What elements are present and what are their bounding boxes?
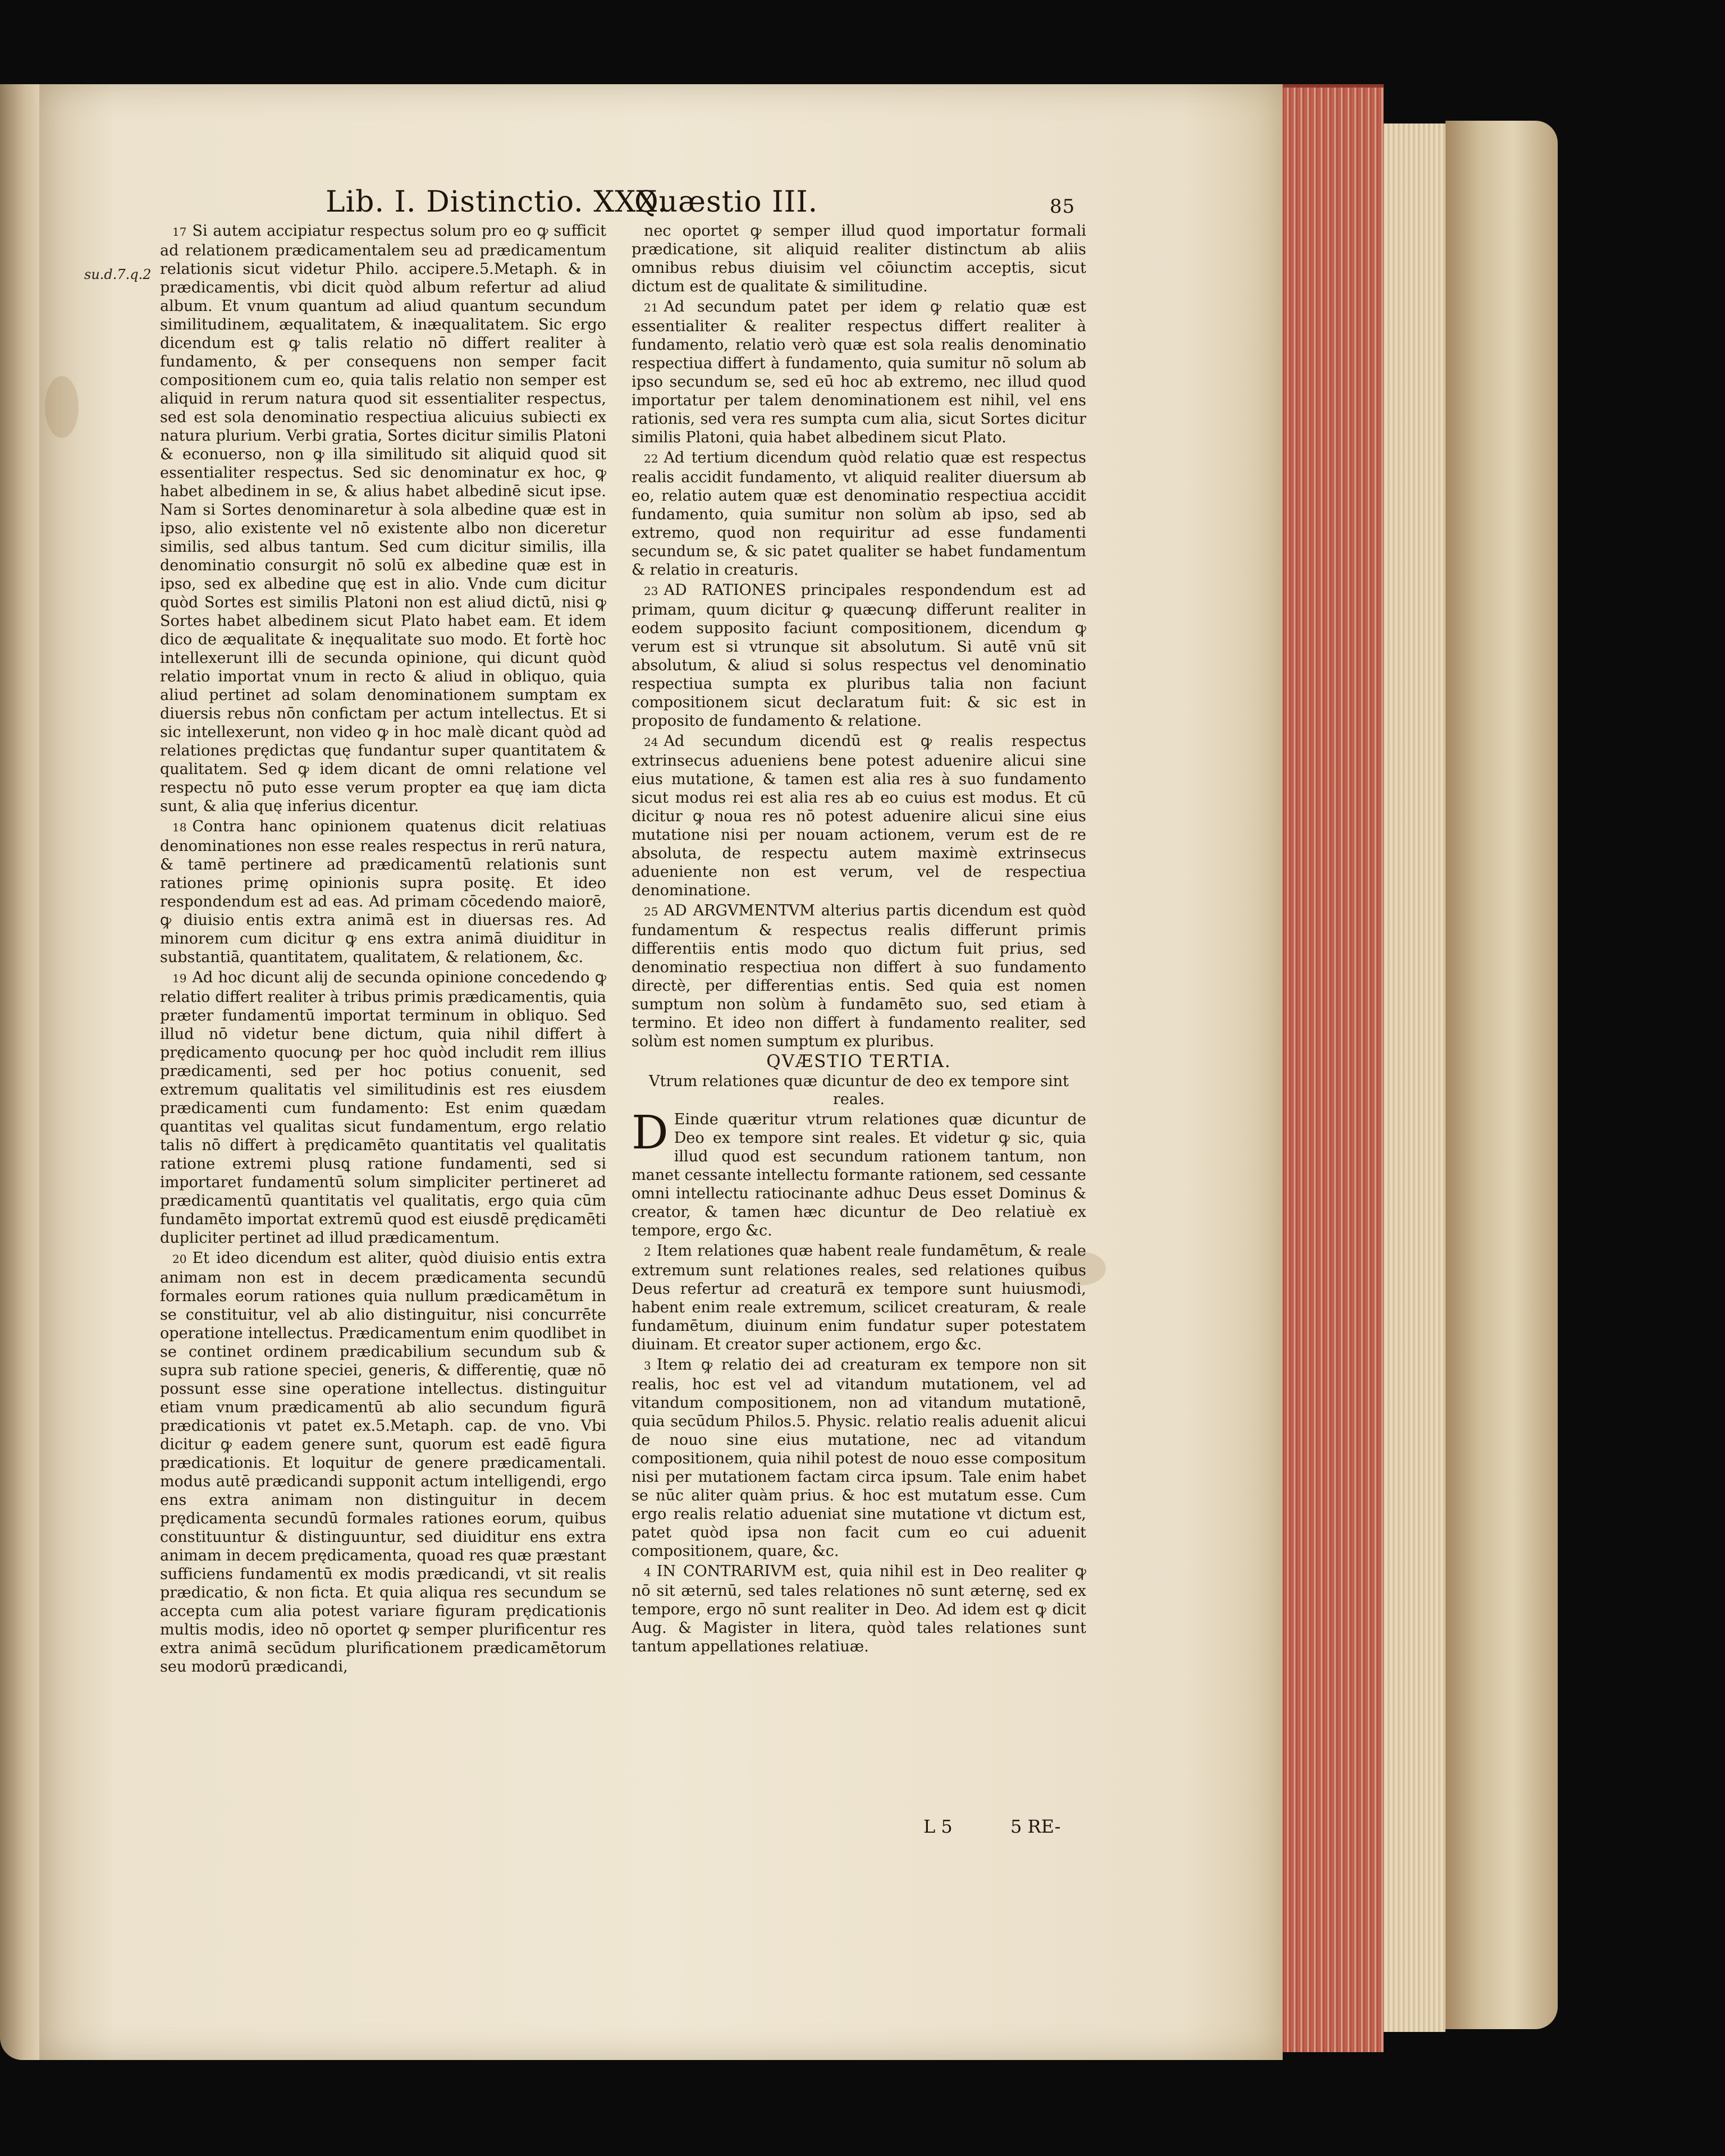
book-cover xyxy=(1445,121,1558,2029)
page-number: 85 xyxy=(1050,195,1076,218)
paragraph-number: 18 xyxy=(172,821,187,834)
signature-mark: L 5 xyxy=(923,1816,953,1837)
running-head-left: Lib. I. Distinctio. XXX. xyxy=(326,185,667,219)
paragraph-number: 20 xyxy=(172,1252,187,1266)
paragraph-number: 19 xyxy=(172,972,187,985)
page-edges-red xyxy=(1283,84,1384,2052)
paragraph-number: 23 xyxy=(644,584,658,598)
paragraph-number: 3 xyxy=(644,1359,651,1372)
right-column xyxy=(632,222,1086,1658)
paragraph: 19 Ad hoc dicunt alij de secunda opinione concedendo ꝙ relatio differt realiter à tribus primis prædicamentis, quia præter fundamentū importat terminum in obliquo. Sed illud nō videtur bene dictum, quia nihil differt à prędicamento quocunꝙ per hoc quòd includit rem illius prædicamenti, sed per hoc potius conuenit, sed extremum qualitatis vel similitudinis est res eiusdem prædicamenti cum fundamento: Est enim quædam quantitas vel qualitas sicut fundamentum, ergo relatio talis nō differt à prędicamēto quantitatis vel qualitatis ratione extremi plusꝗ ratione fundamenti, sed si importaret fundamentū solum simpliciter pertineret ad prædicamentū quantitatis vel qualitatis, ergo quia cūm fundamēto importat extremū quod est eiusdē prędicamēti dupliciter pertinet ad illud prædicamentum. xyxy=(160,969,606,1247)
paragraph: 2 Item relationes quæ habent reale fundamētum, & reale extremum sunt relationes reales, sed relationes quibus Deus refertur ad creaturā ex tempore sunt huiusmodi, habent enim reale extremum, scilicet creaturam, & reale fundamētum, diuinum enim fundatur super potestatem diuinam. Et creator super actionem, ergo &c. xyxy=(632,1242,1086,1353)
paragraph: nec oportet ꝙ semper illud quod importatur formali prædicatione, sit aliquid realiter distinctum ab aliis omnibus rebus diuisim vel cōiunctim acceptis, sicut dictum est de qualitate & similitudine. xyxy=(632,222,1086,295)
quaestio-subtitle: Vtrum relationes quæ dicuntur de deo ex tempore sint reales. xyxy=(648,1073,1069,1108)
paragraph: 17 Si autem accipiatur respectus solum pro eo ꝙ sufficit ad relationem prædicamentalem seu ad prædicamentum relationis sicut videtur Philo. accipere.5.Metaph. & in prædicamentis, vbi dicit quòd album refertur ad aliud album. Et vnum quantum ad aliud quantum secundum similitudinem, æqualitatem, & inæqualitatem. Sic ergo dicendum est ꝙ talis relatio nō differt realiter à fundamento, & per consequens non semper facit compositionem cum eo, quia talis relatio non semper est aliquid in rerum natura quod sit essentialiter respectus, sed est sola denominatio respectiua alicuius subiecti ex natura plurium. Verbi gratia, Sortes dicitur similis Platoni & econuerso, non ꝙ illa similitudo sit aliquid quod sit essentialiter respectus. Sed sic denominatur ex hoc, ꝙ habet albedinem in se, & alius habet albedinē sicut ipse. Nam si Sortes denominaretur à sola albedine quæ est in ipso, alio existente vel nō existente albo non diceretur similis, sed albus tantum. Sed cum dicitur similis, illa denominatio consurgit nō solū ex albedine quæ est in ipso, sed ex albedine quę est in alio. Vnde cum dicitur quòd Sortes est similis Platoni non est aliud dictū, nisi ꝙ Sortes habet albedinem sicut Plato habet eam. Et idem dico de æqualitate & inęqualitate suo modo. Et fortè hoc intellexerunt illi de secunda opinione, qui dicunt quòd relatio importat vnum in recto & aliud in obliquo, quia aliud pertinet ad solam denominationem sumptam ex diuersis rebus nōn confictam per actum intellectus. Et si sic intellexerunt, non video ꝙ in hoc malè dicant quòd ad relationes prędictas quę fundantur super quantitatem & qualitatem. Sed ꝙ idem dicant de omni relatione vel respectu nō puto esse verum propter ea quę iam dicta sunt, & alia quę inferius dicentur. xyxy=(160,222,606,815)
paragraph: 23 AD RATIONES principales respondendum est ad primam, quum dicitur ꝙ quæcunꝙ differunt realiter in eodem supposito faciunt compositionem, dicendum ꝙ verum est si vtrunque sit absolutum. Si autē vnū sit absolutum, & aliud si solus respectus vel denominatio respectiua sumpta ex pluribus talia non faciunt compositionem sicut declaratum fuit: & sic est in proposito de fundamento & relatione. xyxy=(632,582,1086,730)
paragraph: 18 Contra hanc opinionem quatenus dicit relatiuas denominationes non esse reales respectus in rerū natura, & tamē pertinere ad prædicamentū relationis sunt rationes primę opinionis supra positę. Et ideo respondendum est ad eas. Ad primam cōcedendo maiorē, ꝙ diuisio entis extra animā est in diuersas res. Ad minorem cum dicitur ꝙ ens extra animā diuiditur in substantiā, quantitatem, qualitatem, & relationem, &c. xyxy=(160,818,606,966)
paragraph-number: 17 xyxy=(172,225,187,239)
quaestio-title: QVÆSTIO TERTIA. xyxy=(766,1051,951,1072)
paragraph: D Einde quæritur vtrum relationes quæ dicuntur de Deo ex tempore sint reales. Et videtur ꝙ sic, quia illud quod est secundum rationem tantum, non manet cessante intellectu formante rationem, sed cessante omni intellectu ratiocinante adhuc Deus esset Dominus & creator, & tamen hæc dicuntur de Deo relatiuè ex tempore, ergo &c. xyxy=(632,1106,1086,1239)
paragraph: 22 Ad tertium dicendum quòd relatio quæ est respectus realis accidit fundamento, vt aliquid realiter diuersum ab eo, relatio autem quæ est denominatio respectiua accidit fundamento, quia sumitur non solùm ab ipso, sed ab extremo, quod non requiritur ad esse fundamenti secundum se, & sic patet qualiter se habet fundamentum & relatio in creaturis. xyxy=(632,449,1086,579)
left-column xyxy=(160,222,606,1678)
left-page-edge xyxy=(0,84,44,2060)
paragraph: 4 IN CONTRARIVM est, quia nihil est in Deo realiter ꝙ nō sit æternū, sed tales relationes nō sunt æternę, sed ex tempore, ergo nō sunt realiter in Deo. Ad idem est ꝙ dicit Aug. & Magister in litera, quòd tales relationes sunt tantum appellationes relatiuæ. xyxy=(632,1563,1086,1655)
paragraph: 24 Ad secundum dicendū est ꝙ realis respectus extrinsecus adueniens bene potest aduenire alicui sine eius mutatione, & tamen est alia res à suo fundamento sicut modus rei est alia res ab eo cuius est modus. Et cū dicitur ꝙ noua res nō potest aduenire alicui sine eius mutatione nisi per nouam actionem, verum est de re absoluta, de respectu autem maximè extrinsecus adueniente non est verum, vel de respectiua denominatione. xyxy=(632,733,1086,899)
paragraph-number: 24 xyxy=(644,735,658,749)
drop-initial: D xyxy=(632,1106,669,1160)
paragraph-number: 21 xyxy=(644,301,658,314)
paragraph: 25 AD ARGVMENTVM alterius partis dicendum est quòd fundamentum & respectus realis differunt primis differentiis entis modo quo dictum fuit prius, sed denominatio respectiua non differt à suo fundamento directè, per differentias entis. Sed quia est nomen sumptum non solùm à fundamēto suo, sed etiam à termino. Et ideo non differt à fundamento realiter, sed solùm est nomen sumptum ex pluribus. xyxy=(632,902,1086,1050)
catchword: 5 RE- xyxy=(1010,1816,1061,1837)
paragraph-number: 25 xyxy=(644,905,658,918)
paragraph-number: 2 xyxy=(644,1245,651,1258)
paragraph-number: 4 xyxy=(644,1565,651,1579)
paragraph: 21 Ad secundum patet per idem ꝙ relatio quæ est essentialiter & realiter respectus differt realiter à fundamento, relatio verò quæ est sola realis denominatio respectiua differt à fundamento, quia sumitur nō solum ab ipso secundum se, sed eū hoc ab extremo, nec illud quod importatur per talem denominationem est nihil, vel ens rationis, sed vera res sumpta cum alia, sicut Sortes dicitur similis Platoni, quia habet albedinem sicut Plato. xyxy=(632,298,1086,446)
margin-note: su.d.7.q.2 xyxy=(84,267,152,282)
paragraph: 20 Et ideo dicendum est aliter, quòd diuisio entis extra animam non est in decem prædicamenta secundū formales eorum rationes quia nullum prædicamētum in se constituitur, vel ab alio distinguitur, nisi concurrēte operatione intellectus. Prædicamentum enim quodlibet in se continet ordinem prædicabilium secundum sub & supra sub ratione speciei, generis, & differentię, quæ nō possunt esse sine operatione intellectus. distinguitur etiam vnum prædicamentū ab alio secundum figurā prædicationis vt patet ex.5.Metaph. cap. de vno. Vbi dicitur ꝙ eadem genere sunt, quorum est eadē figura prædicationis. Et loquitur de genere prædicamentali. modus autē prædicandi supponit actum intelligendi, ergo ens extra animam non distinguitur in decem prędicamenta secundū formales rationes eorum, quibus constituuntur & distinguuntur, sed diuiditur ens extra animam in decem prędicamenta, quoad res quæ præstant sufficiens fundamentū ex modis prædicandi, vt sit realis prædicatio, & non ficta. Et quia aliqua res secundum se accepta cum alia potest variare figuram prędicationis multis modis, ideo nō oportet ꝙ semper plurificentur res extra animā secūdum plurificationem prædicamētorum seu modorū prædicandi, xyxy=(160,1249,607,1676)
page-edges-inner xyxy=(1384,123,1445,2032)
running-head-right: Quæstio III. xyxy=(634,185,818,219)
paragraph: 3 Item ꝙ relatio dei ad creaturam ex tempore non sit realis, hoc est vel ad vitandum mutationem, vel ad vitandum compositionem, non ad vitandum mutationē, quia secūdum Philos.5. Physic. relatio realis aduenit alicui de nouo sine eius mutatione, nec ad vitandum compositionem, quia nihil potest de nouo esse compositum nisi per mutationem factam circa ipsum. Tale enim habet se nūc aliter quàm prius. & hoc est mutatum esse. Cum ergo realis relatio adueniat sine mutatione vt dictum est, patet quòd ipsa non facit cum eo cui aduenit compositionem, quare, &c. xyxy=(632,1356,1086,1560)
paragraph-number: 22 xyxy=(644,452,658,465)
